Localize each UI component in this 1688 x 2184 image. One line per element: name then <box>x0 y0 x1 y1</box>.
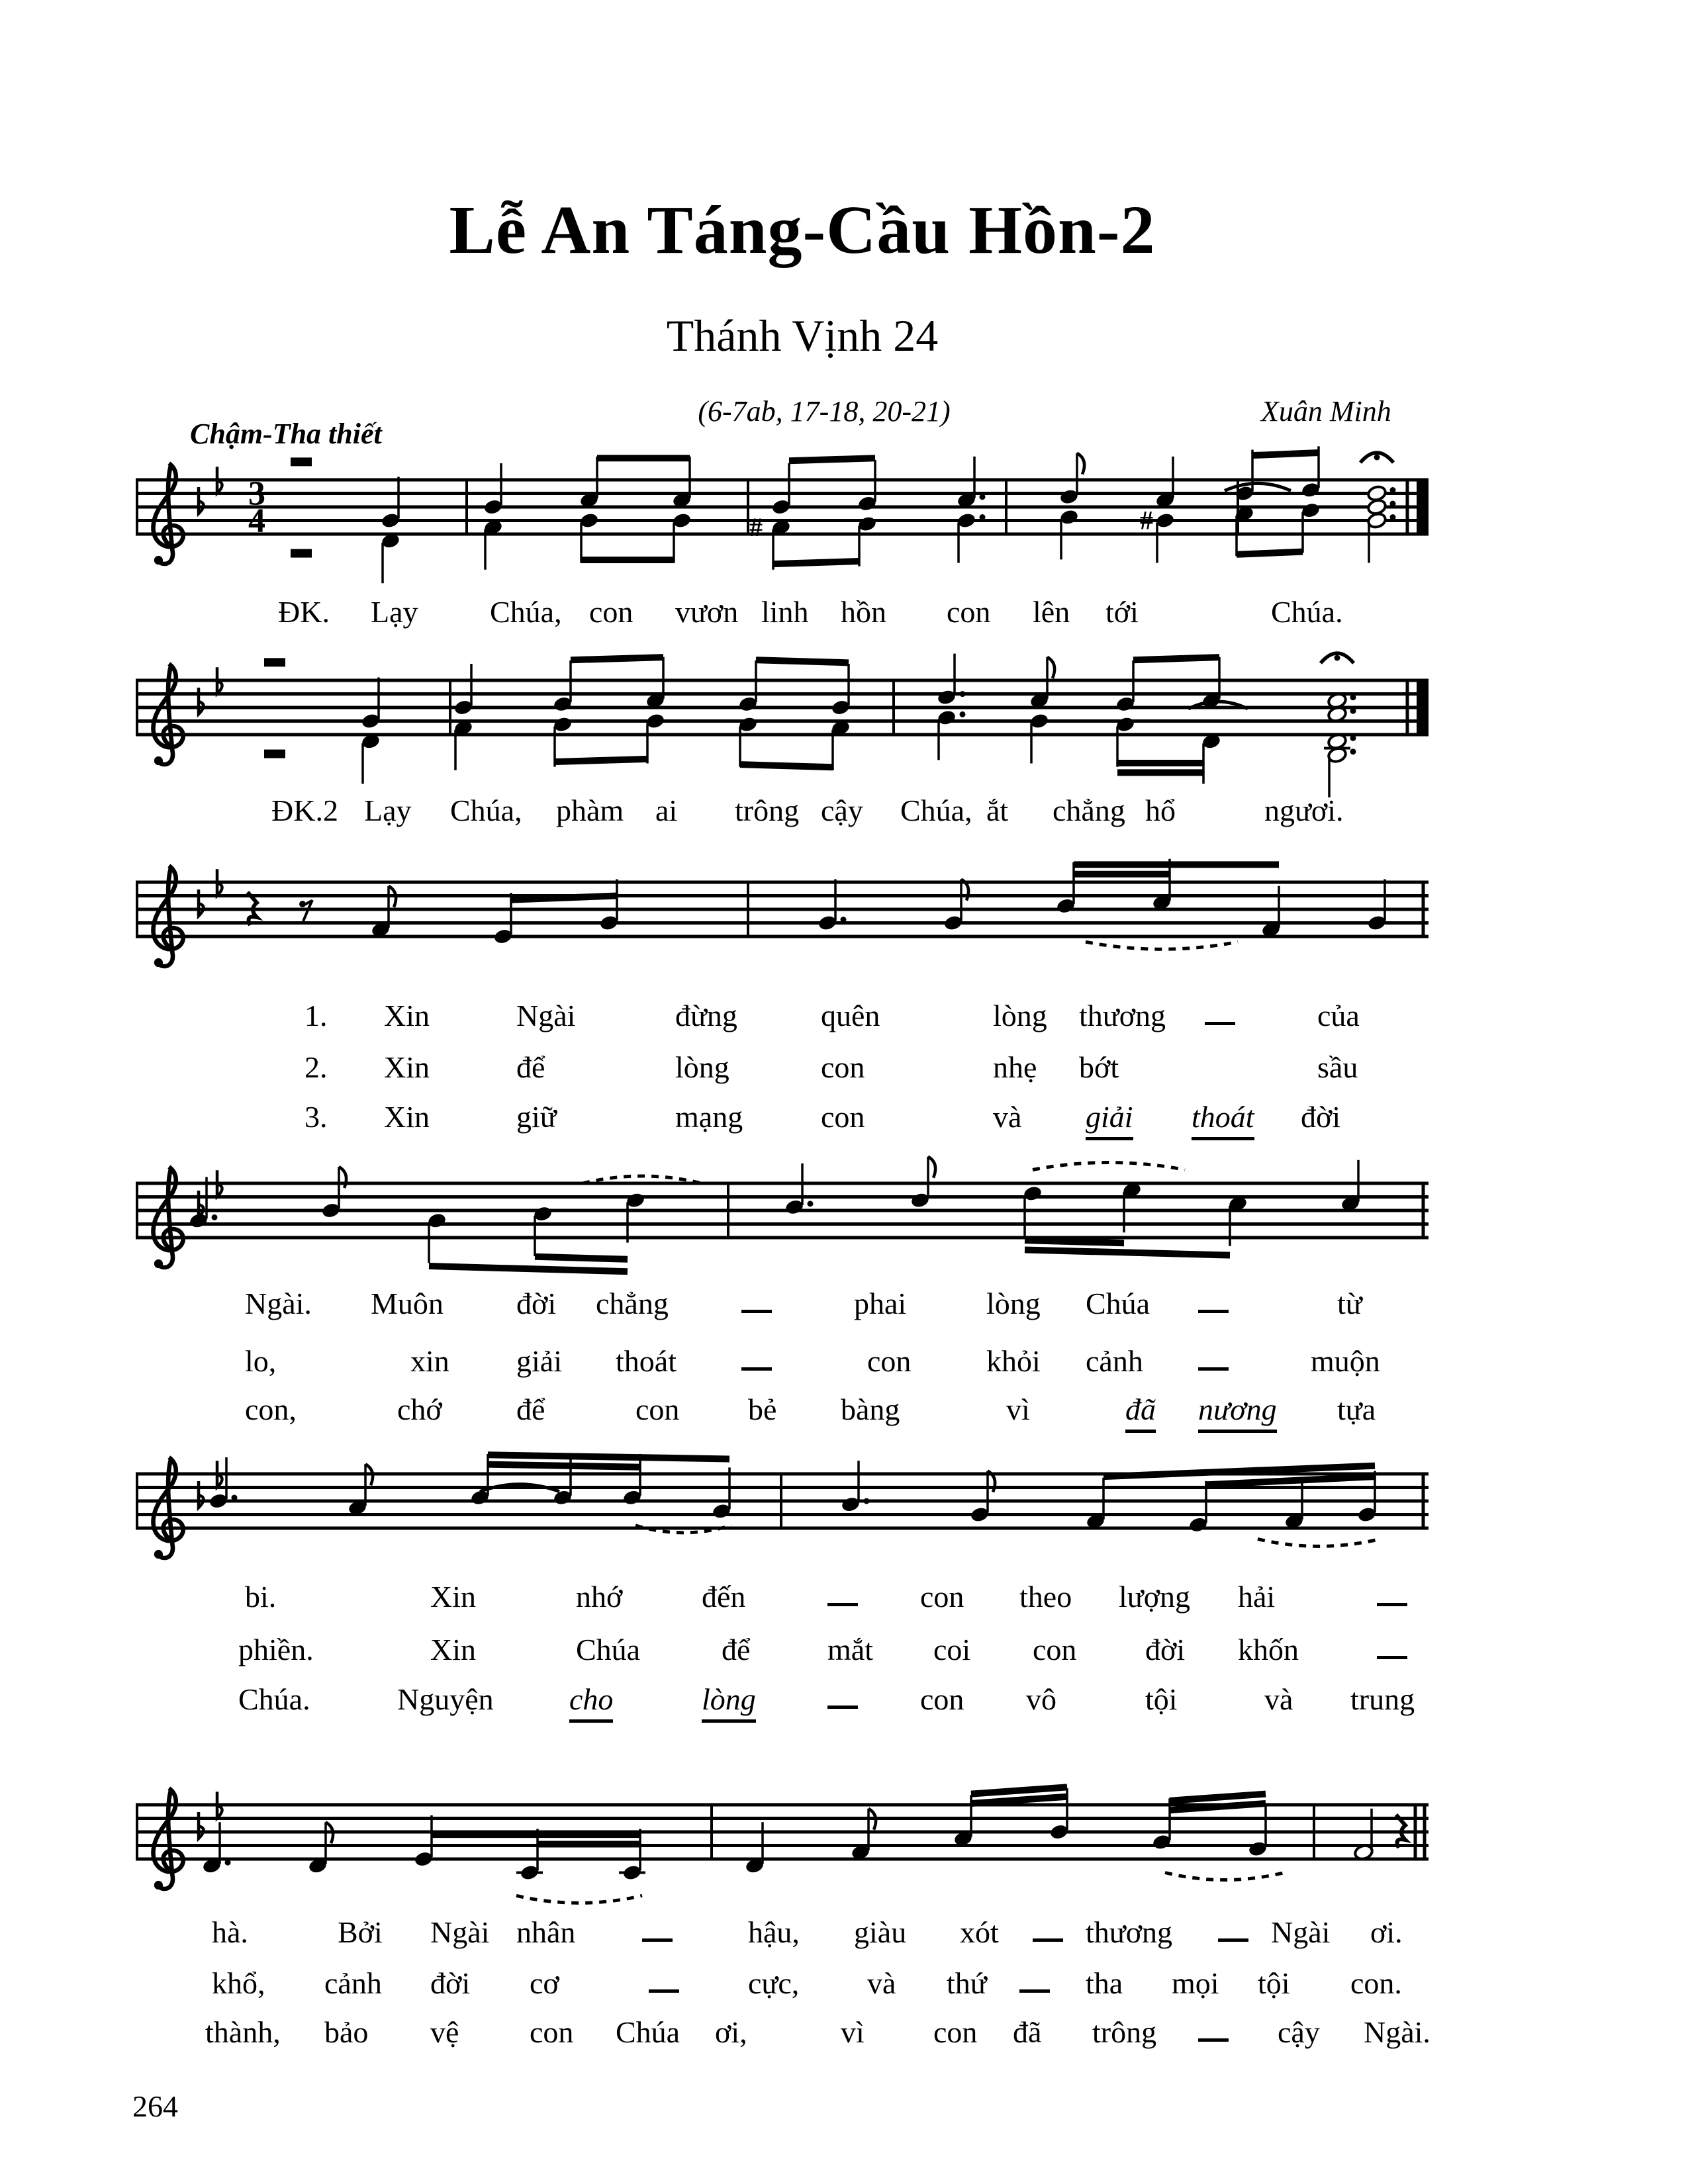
lyric-word: và <box>867 1966 896 2000</box>
lyric-word: con <box>821 1050 865 1084</box>
lyric-word: bẻ <box>748 1392 777 1426</box>
lyric-extender <box>1198 1287 1229 1313</box>
lyric-word: sầu <box>1317 1050 1358 1084</box>
lyric-word: ai <box>655 794 678 827</box>
lyric-word: mắt <box>827 1633 873 1666</box>
lyric-word: bi. <box>245 1580 277 1614</box>
lyric-word: chẳng <box>1053 794 1125 827</box>
lyric-word: vì <box>1006 1392 1030 1426</box>
lyric-word: ơi. <box>1370 1915 1403 1949</box>
lyric-word: hồn <box>841 595 886 629</box>
lyric-word: nhẹ <box>993 1050 1037 1084</box>
lyric-word: Ngài <box>1271 1915 1331 1949</box>
lyric-word: vô <box>1026 1682 1056 1716</box>
lyric-extender <box>1198 2016 1229 2042</box>
lyric-word: cậy <box>1278 2015 1320 2049</box>
lyric-word: để <box>516 1050 545 1084</box>
lyric-word: thương <box>1086 1915 1173 1949</box>
svg-text:#: # <box>749 512 763 542</box>
lyric-word: Chúa, <box>900 794 972 827</box>
lyric-word: nhân <box>516 1915 576 1949</box>
lyric-word: linh <box>761 595 809 629</box>
lyric-word: trông <box>735 794 800 827</box>
svg-text:#: # <box>1140 505 1153 535</box>
composer-credit: Xuân Minh <box>1261 395 1391 428</box>
lyric-word: tới <box>1105 595 1139 629</box>
lyric-word: đời <box>1301 1100 1341 1134</box>
page-number: 264 <box>132 2089 178 2123</box>
lyric-extender <box>1019 1967 1050 1993</box>
lyric-word: giàu <box>854 1915 907 1949</box>
lyric-word: đã <box>1013 2015 1042 2049</box>
lyric-word: 2. <box>305 1050 328 1084</box>
lyric-word: phàm <box>556 794 624 827</box>
lyric-word: tội <box>1258 1966 1290 2000</box>
lyric-word: đừng <box>675 999 737 1032</box>
lyric-word: ắt <box>986 794 1009 827</box>
lyric-word: con. <box>1350 1966 1402 2000</box>
lyric-word: Xin <box>384 1050 430 1084</box>
lyric-word: mạng <box>675 1100 743 1134</box>
lyric-word: giữ <box>516 1100 557 1134</box>
lyric-word: Xin <box>384 1100 430 1134</box>
lyric-word: trung <box>1350 1682 1415 1716</box>
lyric-extender <box>1205 999 1235 1025</box>
lyric-word: con <box>821 1100 865 1134</box>
lyric-word: lòng <box>702 1683 756 1723</box>
lyric-word: Xin <box>430 1633 476 1666</box>
lyric-word: để <box>516 1392 545 1426</box>
lyric-word: Bởi <box>338 1915 383 1949</box>
lyric-word: khổ, <box>212 1966 265 2000</box>
lyric-word: đời <box>430 1966 471 2000</box>
tempo-marking: Chậm-Tha thiết <box>190 418 382 450</box>
lyric-word: trông <box>1092 2015 1157 2049</box>
lyric-word: xin <box>410 1344 449 1378</box>
lyric-word: con <box>635 1392 680 1426</box>
lyric-word: đời <box>516 1287 557 1320</box>
lyric-extender <box>741 1345 772 1371</box>
lyric-word: lên <box>1033 595 1070 629</box>
lyric-word: lo, <box>245 1344 277 1378</box>
lyric-word: chớ <box>397 1392 442 1426</box>
lyric-word: cậy <box>821 794 863 827</box>
lyric-word: lòng <box>993 999 1047 1032</box>
lyric-word: cho <box>569 1683 613 1723</box>
lyric-word: thoát <box>616 1344 677 1378</box>
lyric-word: đến <box>702 1580 746 1614</box>
lyric-word: tội <box>1145 1682 1178 1716</box>
lyric-extender <box>1377 1633 1407 1659</box>
lyric-word: Xin <box>430 1580 476 1614</box>
lyric-extender <box>1218 1916 1248 1942</box>
lyric-word: Chúa, <box>450 794 522 827</box>
lyric-word: Ngài <box>430 1915 490 1949</box>
lyric-word: ngươi. <box>1264 794 1344 827</box>
lyric-word: lòng <box>675 1050 729 1084</box>
lyric-word: hổ <box>1145 794 1176 827</box>
lyric-word: 3. <box>305 1100 328 1134</box>
lyric-word: vươn <box>675 595 739 629</box>
lyric-word: Ngài. <box>1364 2015 1430 2049</box>
lyric-extender <box>649 1967 679 1993</box>
lyric-word: Lạy <box>364 794 412 827</box>
lyric-word: lượng <box>1119 1580 1191 1614</box>
lyric-word: con <box>920 1682 964 1716</box>
lyric-word: tha <box>1086 1966 1123 2000</box>
lyric-extender <box>642 1916 673 1942</box>
lyric-word: con <box>530 2015 574 2049</box>
lyric-word: giải <box>516 1344 562 1378</box>
lyric-word: Chúa, <box>490 595 562 629</box>
lyric-word: theo <box>1019 1580 1072 1614</box>
lyric-word: con <box>920 1580 964 1614</box>
lyric-word: con <box>933 2015 978 2049</box>
lyric-word: cực, <box>748 1966 800 2000</box>
lyric-extender <box>1033 1916 1063 1942</box>
lyric-word: Chúa <box>1086 1287 1150 1320</box>
lyric-word: mọi <box>1172 1966 1219 2000</box>
lyric-word: bảo <box>324 2015 369 2049</box>
lyric-word: vệ <box>430 2015 459 2049</box>
lyric-word: hải <box>1238 1580 1276 1614</box>
lyric-extender <box>1377 1580 1407 1606</box>
lyric-word: Chúa. <box>238 1682 310 1716</box>
lyric-extender <box>1198 1345 1229 1371</box>
lyric-word: Ngài <box>516 999 576 1032</box>
lyric-word: nương <box>1198 1393 1277 1433</box>
lyric-word: Nguyện <box>397 1682 494 1716</box>
lyric-word: thương <box>1079 999 1166 1032</box>
lyric-word: Chúa <box>576 1633 641 1666</box>
lyric-word: thứ <box>947 1966 987 2000</box>
lyric-word: Lạy <box>371 595 418 629</box>
lyric-word: con <box>947 595 991 629</box>
lyric-word: xót <box>960 1915 999 1949</box>
lyric-word: con <box>867 1344 912 1378</box>
lyric-word: đời <box>1145 1633 1186 1666</box>
lyric-word: ĐK. <box>278 595 330 629</box>
page-subtitle: Thánh Vịnh 24 <box>666 310 939 361</box>
lyric-word: và <box>993 1100 1022 1134</box>
scripture-reference: (6-7ab, 17-18, 20-21) <box>698 395 951 428</box>
lyric-word: đã <box>1125 1393 1156 1433</box>
page-title: Lễ An Táng-Cầu Hồn-2 <box>449 192 1156 268</box>
lyric-word: con, <box>245 1392 297 1426</box>
lyric-word: khỏi <box>986 1344 1041 1378</box>
lyric-word: hà. <box>212 1915 248 1949</box>
svg-text:3: 3 <box>248 475 265 513</box>
svg-text:4: 4 <box>248 502 265 540</box>
lyric-word: hậu, <box>748 1915 800 1949</box>
lyric-extender <box>827 1683 858 1709</box>
lyric-word: con <box>589 595 633 629</box>
lyric-word: cảnh <box>1086 1344 1143 1378</box>
lyric-word: Muôn <box>371 1287 444 1320</box>
lyric-word: Ngài. <box>245 1287 312 1320</box>
lyric-word: để <box>722 1633 751 1666</box>
lyric-word: quên <box>821 999 880 1032</box>
lyric-extender <box>827 1580 858 1606</box>
lyric-word: từ <box>1337 1287 1362 1320</box>
lyric-word: ĐK.2 <box>271 794 338 827</box>
lyric-word: ơi, <box>715 2015 747 2049</box>
lyric-word: coi <box>933 1633 971 1666</box>
lyric-word: muộn <box>1311 1344 1380 1378</box>
lyric-word: 1. <box>305 999 328 1032</box>
lyric-word: cảnh <box>324 1966 382 2000</box>
lyric-word: Chúa <box>616 2015 680 2049</box>
staff-3 <box>132 803 1436 1041</box>
lyric-word: phai <box>854 1287 907 1320</box>
lyric-word: con <box>1033 1633 1077 1666</box>
lyric-word: thành, <box>205 2015 281 2049</box>
lyric-word: vì <box>841 2015 865 2049</box>
lyric-word: lòng <box>986 1287 1041 1320</box>
lyric-word: Xin <box>384 999 430 1032</box>
lyric-word: Chúa. <box>1271 595 1343 629</box>
lyric-word: của <box>1317 999 1360 1032</box>
lyric-word: cơ <box>530 1966 559 2000</box>
lyric-word: phiền. <box>238 1633 314 1666</box>
lyric-word: thoát <box>1192 1101 1254 1140</box>
lyric-word: bàng <box>841 1392 900 1426</box>
lyric-word: nhớ <box>576 1580 623 1614</box>
lyric-word: giải <box>1086 1101 1133 1140</box>
lyric-extender <box>741 1287 772 1313</box>
lyric-word: bớt <box>1079 1050 1119 1084</box>
lyric-word: chẳng <box>596 1287 669 1320</box>
lyric-word: và <box>1264 1682 1293 1716</box>
lyric-word: tựa <box>1337 1392 1376 1426</box>
lyric-word: khốn <box>1238 1633 1299 1666</box>
